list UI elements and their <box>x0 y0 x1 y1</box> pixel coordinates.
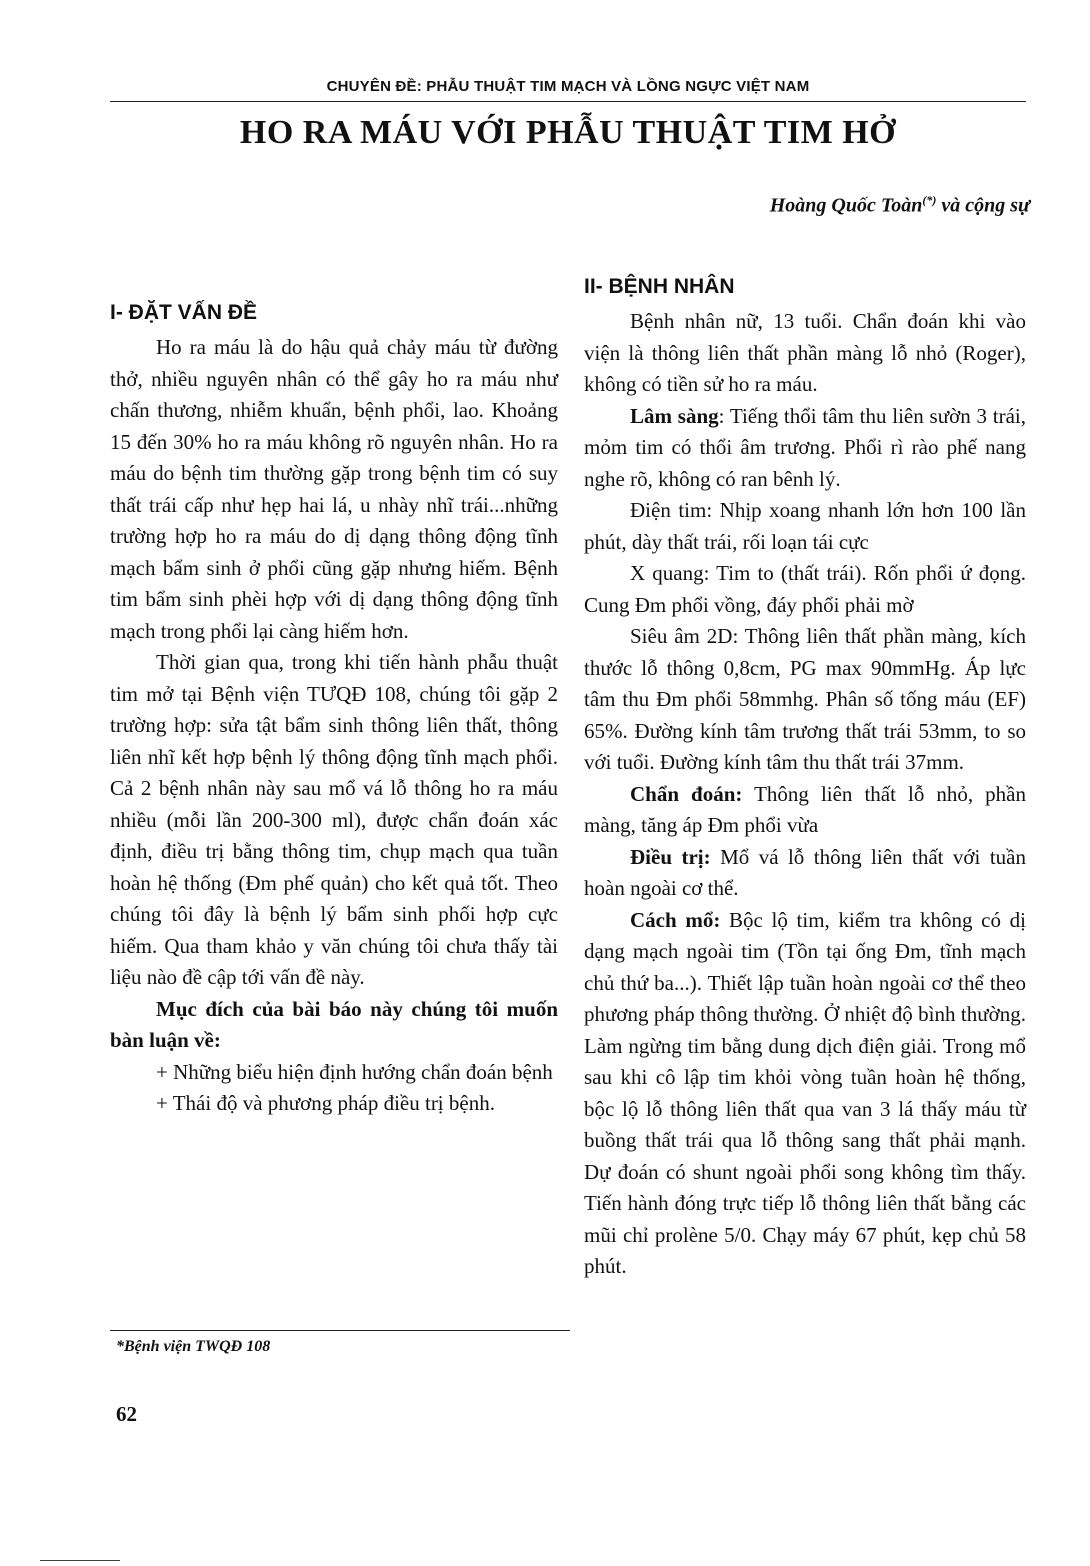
footnote-rule <box>110 1330 570 1331</box>
echo-paragraph: Siêu âm 2D: Thông liên thất phần màng, kích thước lỗ thông 0,8cm, PG max 90mmHg. Áp lực tâm thu Đm phổi 58mmhg. Phân số tống máu (EF) 65%. Đường kính tâm trương thất trái 53mm, to so với tuổi. Đường kính tâm thu thất trái 37mm. <box>584 624 1026 774</box>
procedure-text: Bộc lộ tim, kiểm tra không có dị dạng mạch ngoài tim (Tồn tại ống Đm, tĩnh mạch chủ thứ ba...). Thiết lập tuần hoàn ngoài cơ thể theo phương pháp thông thường. Ở nhiệt độ bình thường. Làm ngừng tim bằng dung dịch điện giải. Trong mổ sau khi cô lập tim khỏi vòng tuần hoàn hệ thống, bộc lộ lỗ thông liên thất qua van 3 lá thấy máu từ buồng thất trái qua lỗ thông sang thất phải mạnh. Dự đoán có shunt ngoài phổi song không tìm thấy. Tiến hành đóng trực tiếp lỗ thông liên thất bằng các mũi chỉ prolène 5/0. Chạy máy 67 phút, kẹp chủ 58 phút. <box>584 907 1026 1278</box>
footnote: *Bệnh viện TWQĐ 108 <box>116 1338 271 1355</box>
treatment-text: Mổ vá lỗ thông liên thất với tuần hoàn ngoài cơ thể. <box>584 844 1026 900</box>
diagnosis-text: Thông liên thất lỗ nhỏ, phần màng, tăng áp Đm phổi vừa <box>584 781 1026 837</box>
ecg-paragraph: Điện tim: Nhịp xoang nhanh lớn hơn 100 lần phút, dày thất trái, rối loạn tái cực <box>584 498 1026 554</box>
clinical-paragraph <box>584 401 1026 496</box>
running-header: CHUYÊN ĐỀ: PHẪU THUẬT TIM MẠCH VÀ LỒNG NGỰC VIỆT NAM <box>326 78 810 95</box>
bottom-rule <box>40 1560 120 1561</box>
byline-affiliation-mark: (*) <box>922 193 937 207</box>
xray-paragraph: X quang: Tim to (thất trái). Rốn phổi ứ đọng. Cung Đm phổi vồng, đáy phổi phải mờ <box>584 561 1026 617</box>
right-column <box>584 272 1026 1283</box>
clinical-label: Lâm sàng <box>630 403 719 428</box>
treatment-paragraph <box>584 842 1026 905</box>
page-number: 62 <box>116 1402 137 1426</box>
purpose-statement: Mục đích của bài báo này chúng tôi muốn bàn luận về: <box>110 996 558 1052</box>
patient-paragraph-1: Bệnh nhân nữ, 13 tuổi. Chẩn đoán khi vào viện là thông liên thất phần màng lỗ nhỏ (Roger), không có tiền sử ho ra máu. <box>584 309 1026 396</box>
section-heading-patient: II- BỆNH NHÂN <box>584 275 735 298</box>
header-rule <box>110 101 1026 102</box>
diagnosis-label: Chẩn đoán: <box>630 781 743 806</box>
byline-author: Hoàng Quốc Toàn <box>769 194 923 217</box>
clinical-text: : Tiếng thổi tâm thu liên sườn 3 trái, mỏm tim có thổi âm trương. Phổi rì rào phế nang nghe rõ, không có ran bênh lý. <box>584 403 1026 491</box>
intro-paragraph-1: Ho ra máu là do hậu quả chảy máu từ đường thở, nhiều nguyên nhân có thể gây ho ra máu như chấn thương, nhiễm khuẩn, bệnh phổi, lao. Khoảng 15 đến 30% ho ra máu không rõ nguyên nhân. Ho ra máu do bệnh tim thường gặp trong bệnh tim có suy thất trái cấp như hẹp hai lá, u nhày nhĩ trái...những trường hợp ho ra máu do dị dạng thông động tĩnh mạch bẩm sinh ở phổi cũng gặp nhưng hiếm. Bệnh tim bẩm sinh phèi hợp với dị dạng thông động tĩnh mạch trong phổi lại càng hiếm hơn. <box>110 335 558 643</box>
procedure-label: Cách mổ: <box>630 907 721 932</box>
section-heading-introduction: I- ĐẶT VẤN ĐỀ <box>110 301 257 324</box>
intro-paragraph-2: Thời gian qua, trong khi tiến hành phẫu thuật tim mở tại Bệnh viện TƯQĐ 108, chúng tôi gặp 2 trường hợp: sửa tật bẩm sinh thông liên thất, thông liên nhĩ kết hợp bệnh lý thông động tĩnh mạch phổi. Cả 2 bệnh nhân này sau mổ vá lỗ thông ho ra máu nhiều (mỗi lần 200-300 ml), được chẩn đoán xác định, điều trị bằng thông tim, chụp mạch qua tuần hoàn hệ thống (Đm phế quản) cho kết quả tốt. Theo chúng tôi đây là bệnh lý bẩm sinh phối hợp cực hiếm. Qua tham khảo y văn chúng tôi chưa thấy tài liệu nào đề cập tới vấn đề này. <box>110 650 558 989</box>
article-title: HO RA MÁU VỚI PHẪU THUẬT TIM HỞ <box>239 114 897 151</box>
procedure-paragraph <box>584 905 1026 1283</box>
purpose-item-1: + Những biểu hiện định hướng chẩn đoán bệnh <box>156 1059 553 1084</box>
byline <box>770 193 1030 218</box>
diagnosis-paragraph <box>584 779 1026 842</box>
left-column <box>110 298 558 1120</box>
purpose-item-2: + Thái độ và phương pháp điều trị bệnh. <box>156 1091 495 1115</box>
treatment-label: Điều trị: <box>630 844 711 869</box>
byline-rest: và cộng sự <box>936 194 1030 217</box>
